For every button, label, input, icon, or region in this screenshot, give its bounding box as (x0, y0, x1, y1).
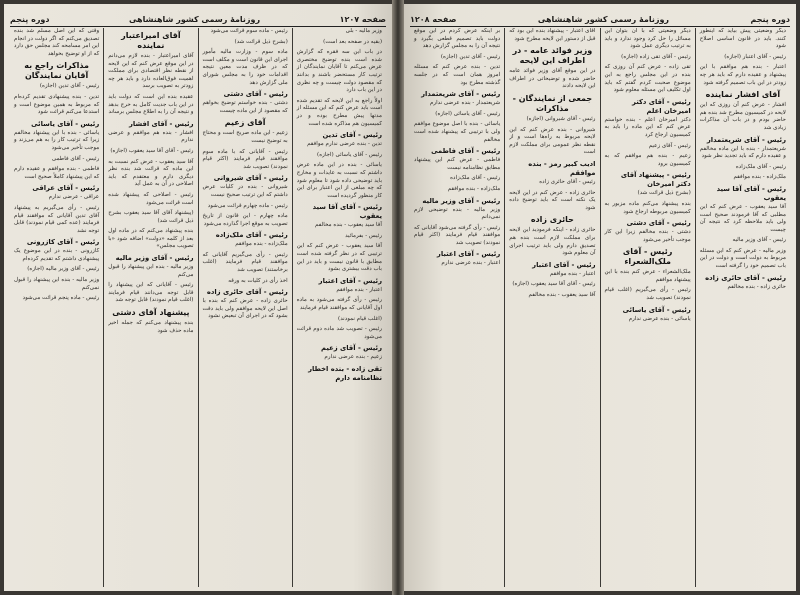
paragraph: تدین - بنده پیشنهادی تقدیم کرده‌ام که مربوط به همین موضوع است و استدعا می‌کنم قرائت شود (14, 93, 100, 116)
speaker-line: رئیس - آقای اعتبار (318, 276, 382, 285)
paragraph: رئیس - آقای وزیر مالیه (732, 237, 786, 244)
right-session: دوره پنجم (750, 15, 790, 24)
paragraph: رئیس - آقای یاسائی (اجازه) (317, 151, 382, 158)
section-heading: پیشنهاد آقای دشتی (112, 308, 190, 318)
paragraph: اخذ رأی در کلیات به ورقه (228, 277, 288, 284)
right-columns (410, 28, 790, 587)
right-page (404, 4, 796, 591)
speaker-line: رئیس - آقای دشتی (626, 219, 691, 228)
paragraph: ماده چهارم - این قانون از تاریخ تصویب به موقع اجرا گذارده می‌شود (202, 213, 288, 227)
speaker-line: ادیب کبیر رمز - بنده موافقم (528, 159, 596, 177)
paragraph: دیگر وضعیتی پیش بیاید که اینطور کنند. باید در قانون اساسی اصلاح شود (699, 28, 786, 50)
section-heading: وزیر فوائد عامه - در اطراف این لایحه (512, 46, 593, 66)
speaker-line: رئیس - آقای وزیر مالیه (422, 196, 501, 205)
paragraph: دشتی - بنده مخالفم زیرا این کار موجب تأخیر می‌شود (604, 229, 691, 243)
left-paper-name: روزنامهٔ رسمی کشور شاهنشاهی (128, 15, 261, 24)
speaker-line: رئیس - آقای فاطمی (431, 147, 501, 156)
paragraph: (بشرح ذیل قرائت شد) (637, 190, 691, 197)
paragraph: رئیس - رأی می‌گیریم به پیشنهاد آقای تدین آقایانی که موافقند قیام فرمایند (عده کمی قیام نمودند) قابل توجه نشد (14, 204, 100, 234)
paragraph: عراقی - عرضی ندارم (48, 194, 100, 201)
paragraph: رئیس - آقای زعیم (648, 142, 691, 149)
paragraph: رئیس - آقایانی که با ماده سوم موافقند قیام فرمایند (اکثر قیام نمودند) تصویب شد (202, 148, 288, 170)
speaker-line: رئیس - آقای کازرونی (26, 238, 100, 247)
paragraph: یاسائی - بنده عرضی ندارم (628, 315, 691, 322)
paragraph: رئیس - رأی گرفته می‌شود آقایانی که موافقند قیام فرمایند (اکثر قیام نمودند) تصویب شد (414, 224, 501, 246)
paragraph: حائری زاده - عرض کنم در این لایحه یک نکته است که باید توضیح داده شود (509, 189, 596, 211)
paragraph: حائری زاده - بنده مخالفم (727, 283, 786, 290)
speaker-line: رئیس - آقای ملک‌زاده (215, 231, 288, 240)
paragraph: ملک‌زاده - بنده موافقم (733, 174, 786, 181)
paragraph: وزیر مالیه - بنده توضیحی لازم نمی‌دانم (414, 206, 501, 221)
paragraph: (بشرح ذیل قرائت شد) (234, 38, 288, 45)
paragraph: در باب این سه فقره که گزارش شده است بنده توضیح مختصری عرض می‌کنم تا آقایان نمایندگان از ترتیب کار مستحضر باشند و بدانند که مقصود دولت چیست و چه نظری در این باب دارد (296, 49, 382, 94)
paragraph: ملک‌الشعراء - عرض کنم بنده با این پیشنهاد موافقم (604, 269, 691, 283)
paragraph: اعتبار - بنده عرضی ندارم (441, 260, 501, 267)
paragraph: وزیر مالیه - بنده این پیشنهاد را قبول می‌کنم (108, 264, 194, 278)
speaker-line: رئیس - آقای شیروانی (213, 174, 288, 183)
section-heading: مذاکرات راجع به آقایان نمایندگان (24, 61, 89, 81)
speaker-line: رئیس - آقای دشتی (223, 90, 288, 99)
paragraph: رئیس - آقای تدین (اجازه) (39, 83, 100, 90)
speaker-line: رئیس - آقای دکتر امیرخان اعلم (631, 97, 691, 115)
paragraph: (اغلب قیام نمودند) (338, 315, 382, 322)
paragraph: رئیس - اصلاحی که پیشنهاد شده است قرائت می‌شود (108, 191, 194, 206)
paragraph: آقای اعتبار - پیشنهاد بنده این بود که قبل از دستور این لایحه مطرح شود (509, 28, 596, 42)
paragraph: آقا سید یعقوب - عرض کنم نسبت به این ماده که قرائت شد بنده نظر دیگری دارم و معتقدم که باید اصلاحی در آن به عمل آید (108, 158, 194, 188)
paragraph: زعیم - بنده عرضی ندارم (324, 354, 382, 361)
paragraph: زعیم - این ماده صریح است و محتاج به توضیح نیست (202, 130, 288, 144)
paragraph: بنده پیشنهاد می‌کنم که جمله اخیر ماده حذف شود (108, 320, 194, 334)
paragraph: رئیس - تصویب شد ماده دوم قرائت می‌شود (296, 326, 382, 340)
right-column-4 (410, 28, 504, 587)
paragraph: وقتی که این اصل مسلم شد بنده تصدیق می‌کنم که اگر دولت در انجام این امر مسامحه کند مجلس حق دارد که از او توضیح بخواهد (14, 28, 100, 57)
paragraph: در این موقع آقای وزیر فوائد عامه حاضر شده و توضیحاتی در اطراف این لایحه دادند (509, 68, 596, 90)
left-page (4, 4, 392, 591)
paragraph: رئیس - ماده سوم قرائت می‌شود (210, 28, 288, 34)
speaker-line: رئیس - آقای آقا سید یعقوب (716, 184, 786, 202)
paragraph: افشار - عرض کنم آن روزی که این لایحه در کمیسیون مطرح شد بنده هم حاضر بودم و در باب آن مذاکرات زیادی شد (699, 102, 786, 131)
section-heading: آقای امیراعتبار نماینده (121, 31, 181, 50)
paragraph: آقا سید یعقوب - عرض کنم که این مطلبی که آقا فرمودند صحیح است ولی باید ملاحظه کرد که نتیجه آن چیست (699, 203, 786, 233)
right-column-1 (695, 28, 790, 587)
paragraph: رئیس - آقای اعتبار (اجازه) (724, 53, 786, 60)
paragraph: کازرونی - بنده در این موضوع یک پیشنهادی داشتم که تقدیم کرده‌ام (14, 248, 100, 262)
paragraph: ملک‌زاده - بنده موافقم (235, 241, 288, 248)
paragraph: آقای امیراعتبار - بنده لازم می‌دانم در این موقع عرض کنم که این لایحه از نقطه نظر اقتصادی برای مملکت اهمیت فوق‌العاده دارد و باید هر چه زودتر به تصویب برسد (108, 53, 194, 90)
paragraph: اولاً راجع به این لایحه که تقدیم شده است باید عرض کنم که این مسئله از مدتها پیش مطرح بوده و در کمیسیون هم مذاکره شده است (296, 97, 382, 127)
paragraph: اعتبار - بنده موافقم (336, 286, 382, 293)
speaker-line: رئیس - آقای حائری زاده (206, 288, 288, 297)
section-heading: جمعی از نمایندگان - مذاکرات (512, 93, 593, 113)
paragraph: رئیس - رأی می‌گیریم (اغلب قیام نمودند) تصویب شد (604, 287, 691, 302)
left-column-3 (103, 28, 197, 587)
left-column-4 (10, 28, 103, 587)
section-heading: حائری زاده (530, 215, 574, 225)
paragraph: (پیشنهاد آقای آقا سید یعقوب بشرح ذیل قرائت شد) (108, 210, 194, 224)
paragraph: وزیر مالیه - بلی (345, 28, 382, 34)
paragraph: یاسائی - بنده با این پیشنهاد مخالفم زیرا که ترتیب کار را به هم می‌زند و موجب تأخیر می‌شود (14, 129, 100, 151)
paragraph: رئیس - ماده چهارم قرائت می‌شود (207, 202, 288, 209)
speaker-line: تقی زاده - بنده اخطار نظامنامه دارم (308, 365, 382, 382)
left-session: دوره پنجم (10, 15, 50, 24)
paragraph: رئیس - آقای ملک‌زاده (735, 163, 786, 170)
speaker-line: رئیس - آقای یاسائی (622, 305, 691, 314)
paragraph: دکتر امیرخان اعلم - بنده خواستم عرض کنم که این ماده را باید به کمیسیون ارجاع کرد (604, 116, 691, 138)
right-column-2 (600, 28, 695, 587)
right-column-3 (504, 28, 599, 587)
paragraph: بنده پیشنهاد می‌کنم که در ماده اول بعد از کلمه «دولت» اضافه شود «با تصویب مجلس» (108, 228, 194, 250)
paragraph: رئیس - آقایانی که این پیشنهاد را قابل توجه می‌دانند قیام فرمایند (اغلب قیام نمودند) قابل توجه شد (108, 282, 194, 304)
paragraph: شیروانی - بنده در کلیات عرض داشتم که این ترتیب صحیح نیست (202, 184, 288, 198)
paragraph: رئیس - آقای حائری زاده (539, 178, 596, 185)
paragraph: وزیر مالیه - بنده این پیشنهاد را قبول نمی‌کنم (14, 277, 100, 291)
left-column-2 (198, 28, 292, 587)
left-page-header (10, 10, 386, 27)
paragraph: رئیس - آقای تقی زاده (اجازه) (621, 53, 691, 60)
paragraph: تقی زاده - عرض کنم آن روزی که بنده در این مجلس راجع به این موضوع صحبت کردم گفتم که باید اول تکلیف این مسئله معلوم شود (604, 64, 691, 94)
paragraph: رئیس - بفرمائید (345, 232, 382, 239)
paragraph: تدین - بنده عرض کنم که مسئله امروز همان است که در جلسه گذشته مطرح بود (414, 64, 501, 86)
right-paper-name: روزنامهٔ رسمی کشور شاهنشاهی (537, 15, 670, 24)
left-column-1 (292, 28, 386, 587)
paragraph: رئیس - رأی می‌گیریم آقایانی که موافقند قیام فرمایند (اغلب برخاستند) تصویب شد (202, 251, 288, 274)
page-gutter (392, 0, 404, 595)
paragraph: بر اینکه عرض کردم در این موقع دولت باید تصمیم قطعی بگیرد و نتیجه آن را به مجلس گزارش دهد (414, 28, 501, 50)
left-columns (10, 28, 386, 587)
paragraph: فاطمی - عرض کنم این پیشنهاد مطابق نظامنامه نیست (414, 157, 501, 171)
speaker-line: رئیس - آقای وزیر مالیه (115, 254, 194, 263)
paragraph: آقا سید یعقوب - بنده مخالفم (528, 291, 596, 298)
paragraph: تدین - بنده عرضی ندارم موافقم (307, 141, 382, 148)
section-heading: آقای زعیم (224, 118, 266, 128)
speaker-line: رئیس - آقای اعتبار (532, 260, 596, 269)
paragraph: رئیس - آقای آقا سید یعقوب (اجازه) (512, 281, 596, 288)
paragraph: یاسائی - بنده با اصل موضوع موافقم ولی با ترتیبی که پیشنهاد شده است مخالفم (414, 121, 501, 143)
section-heading: آقای افشار نماینده (705, 90, 781, 100)
paragraph: زعیم - بنده هم موافقم که به کمیسیون برود (604, 153, 691, 167)
speaker-line: رئیس - آقای عراقی (32, 184, 100, 193)
paragraph: بنده پیشنهاد می‌کنم ماده مزبور به کمیسیون مربوطه ارجاع شود (604, 200, 691, 215)
paragraph: دشتی - بنده خواستم توضیح بخواهم که مقصود از این ماده چیست (202, 100, 288, 114)
paragraph: رئیس - آقای تدین (اجازه) (440, 53, 501, 60)
paragraph: حائری زاده - اینکه فرمودید این لایحه برای مملکت لازم است بنده هم تصدیق دارم ولی باید ترتیب اجرای آن معلوم شود (509, 227, 596, 257)
paragraph: شریعتمدار - بنده عرضی ندارم (429, 100, 501, 107)
speaker-line: رئیس - آقای تدین (322, 131, 382, 140)
paragraph: یاسائی - بنده در این ماده عرض داشتم که نسبت به عایدات و مخارج باید توضیحی داده شود تا معلوم شود که چه مبلغی از این اعتبار برای این کار منظور گردیده است (296, 162, 382, 199)
speaker-line: رئیس - آقای زعیم (321, 344, 382, 353)
paragraph: رئیس - آقای یاسائی (اجازه) (435, 110, 501, 117)
paragraph: رئیس - آقای فاطمی (51, 155, 100, 162)
paragraph: فاطمی - بنده موافقم و عقیده دارم که این پیشنهاد کاملاً صحیح است (14, 166, 100, 180)
right-page-header (410, 10, 790, 27)
speaker-line: رئیس - آقای حائری زاده (705, 273, 786, 282)
paragraph: عقیده بنده این است که دولت باید در این باب جدیت کامل به خرج بدهد و نتیجه آن را به اطلاع مجلس برساند (108, 93, 194, 116)
section-heading: رئیس - آقای ملک‌الشعراء (622, 247, 673, 267)
paragraph: رئیس - آقای آقا سید یعقوب (اجازه) (110, 147, 194, 154)
left-page-number: صفحه ۱۲۰۷ (339, 15, 386, 24)
paragraph: دیگر وضعیتی که با آن بتوان این مسائل را حل کرد وجود ندارد و باید به ترتیب دیگری عمل شود (604, 28, 691, 50)
paragraph: رئیس - آقای وزیر مالیه (اجازه) (27, 266, 100, 273)
paragraph: شریعتمدار - بنده با این ماده مخالفم و عقیده دارم که باید تجدید نظر شود (699, 145, 786, 160)
paragraph: اعتبار - بنده هم موافقم با این پیشنهاد و عقیده دارم که باید هر چه زودتر در این باب تصمیم گرفته شود (699, 64, 786, 86)
speaker-line: رئیس - آقای شریعتمدار (706, 135, 786, 144)
speaker-line: رئیس - آقای شریعتمدار (421, 90, 501, 99)
paragraph: شیروانی - بنده عرض کنم که این لایحه مربوط به راه‌ها است و از نقطه نظر عمومی برای مملکت لازم است (509, 126, 596, 156)
paragraph: آقا سید یعقوب - عرض کنم که این ترتیبی که در نظر گرفته شده است مطابق با قانون نیست و باید در این باب دقت بیشتری بشود (296, 243, 382, 273)
speaker-line: رئیس - آقای یاسائی (31, 119, 100, 128)
paragraph: وزیر مالیه - عرض کنم که این مسئله مربوط به دولت است و دولت در این باب تصمیم خود را گرفته است (699, 247, 786, 270)
paragraph: (بقیه در صفحه بعد است) (323, 38, 382, 45)
paragraph: افشار - بنده هم موافقم و عرضی ندارم (108, 129, 194, 144)
right-page-number: صفحه ۱۲۰۸ (410, 15, 457, 24)
paragraph: رئیس - آقای شیروانی (اجازه) (526, 115, 596, 122)
paragraph: حائری زاده - عرض کنم که بنده با اصل این لایحه موافقم ولی باید دقت بشود که در اجرای آن تبعیض نشود (202, 298, 288, 320)
paragraph: رئیس - ماده پنجم قرائت می‌شود (22, 295, 100, 302)
paragraph: آقا سید یعقوب - بنده مخالفم (315, 222, 382, 229)
paragraph: رئیس - رأی گرفته می‌شود به ماده اول آقایانی که موافقند قیام فرمایند (296, 297, 382, 312)
paragraph: ماده سوم - وزارت مالیه مأمور اجرای این قانون است و مکلف است که در ظرف مدت معین نتیجه اقدامات خود را به مجلس شورای ملی گزارش دهد (202, 49, 288, 86)
paragraph: اعتبار - بنده موافقم (549, 270, 596, 277)
speaker-line: رئیس - آقای اعتبار (436, 250, 501, 259)
speaker-line: رئیس - آقای افشار (129, 119, 194, 128)
speaker-line: رئیس - آقای آقا سید یعقوب (312, 203, 382, 221)
paragraph: رئیس - آقای ملک‌زاده (450, 175, 501, 182)
paragraph: ملک‌زاده - بنده موافقم (447, 185, 501, 192)
speaker-line: رئیس - پیشنهاد آقای دکتر امیرخان (620, 171, 691, 189)
